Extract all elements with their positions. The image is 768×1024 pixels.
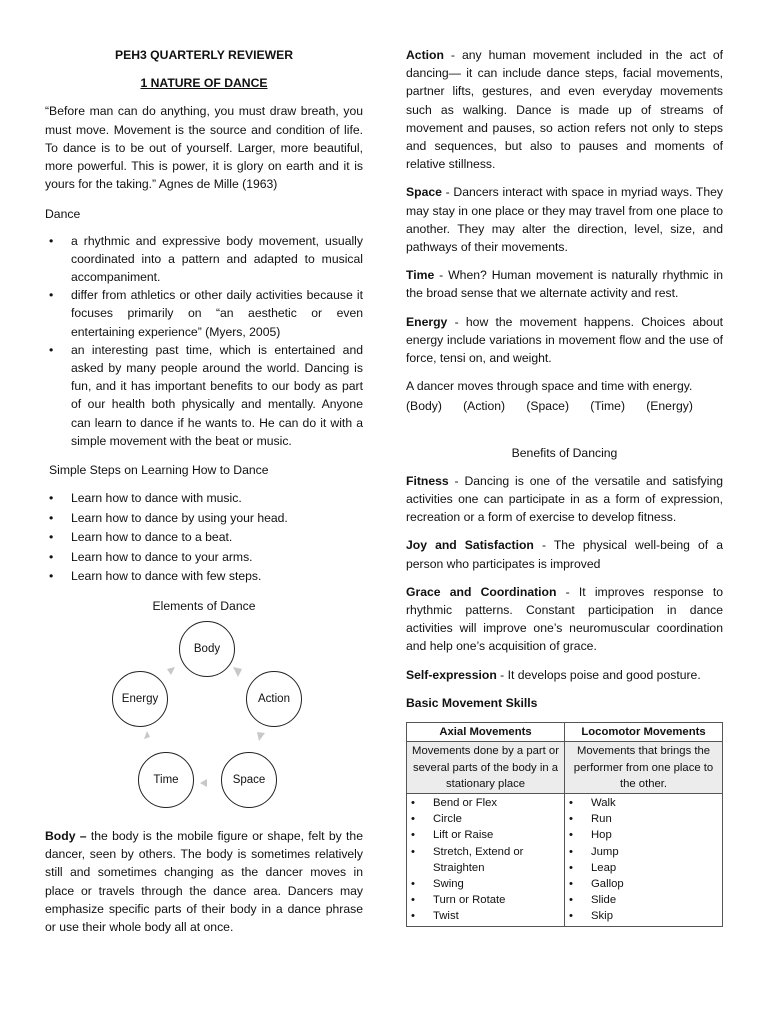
- list-item: • Run: [566, 811, 721, 827]
- axial-description: Movements done by a part or several parts of the body in a stationary place: [407, 742, 565, 794]
- joy-term: Joy and Satisfaction: [406, 538, 534, 553]
- summary-element: (Energy): [646, 399, 693, 414]
- arrow-energy-to-body-icon: [167, 667, 175, 675]
- list-item: • Bend or Flex: [408, 795, 563, 811]
- list-item: • Hop: [566, 827, 721, 843]
- summary-element: (Body): [406, 399, 442, 414]
- space-text: - Dancers interact with space in myriad ways. They may stay in one place or they may travel from one place to another. They may alter the direction, level, size, and pathways of their movements.: [406, 185, 723, 255]
- list-item: • an interesting past time, which is entertained and asked by many people around the world. Dancing is fun, and it has important benefits to our body as part of our health both physically and mentally. Anyone can learn to dance if he wants to. He can do it with a simple movement with the beat or music.: [45, 341, 363, 450]
- axial-list-cell: [407, 793, 565, 926]
- body-definition: [45, 827, 363, 936]
- space-term: Space: [406, 185, 442, 200]
- elements-heading: Elements of Dance: [152, 598, 256, 613]
- energy-text: - how the movement happens. Choices about energy include variations in movement flow and the use of force, tensi on, and weight.: [406, 314, 723, 366]
- summary-element: (Time): [590, 399, 625, 414]
- summary-element: (Action): [463, 399, 506, 414]
- agnes-de-mille-quote: “Before man can do anything, you must draw breath, you must move. Movement is the source and condition of life. To dance is to be out of yourself. Larger, more beautiful, more powerful. This is power, it is glory on earth and it is yours for the taking.” Agnes de Mille (1963): [45, 104, 363, 192]
- summary-elements: [406, 397, 723, 415]
- space-definition: [406, 183, 723, 256]
- table-header-row: [407, 723, 723, 742]
- skills-heading: Basic Movement Skills: [406, 695, 538, 710]
- self-expression-text: - It develops poise and good posture.: [496, 667, 701, 682]
- joy-benefit: [406, 536, 723, 572]
- locomotor-list-cell: [565, 793, 723, 926]
- list-item: • Slide: [566, 892, 721, 908]
- body-term: Body –: [45, 828, 87, 843]
- node-energy: Energy: [112, 671, 168, 727]
- list-item: • Swing: [408, 876, 563, 892]
- arrow-time-to-energy-icon: [144, 731, 150, 739]
- action-definition: [406, 46, 723, 173]
- list-item: • Lift or Raise: [408, 827, 563, 843]
- steps-heading: Simple Steps on Learning How to Dance: [49, 463, 269, 478]
- list-item: • Walk: [566, 795, 721, 811]
- self-expression-term: Self-expression: [406, 667, 497, 682]
- list-item: • Learn how to dance to a beat.: [45, 528, 363, 548]
- dance-heading: Dance: [45, 207, 81, 222]
- fitness-text: - Dancing is one of the versatile and satisfying activities one can participate in as a form of expression, recreation or a form of exercise to develop fitness.: [406, 473, 723, 525]
- grace-benefit: [406, 583, 723, 656]
- time-term: Time: [406, 268, 435, 283]
- elements-cycle-diagram: [45, 621, 363, 821]
- list-item: • a rhythmic and expressive body movement, usually coordinated into a pattern and adapted to musical accompaniment.: [45, 232, 363, 287]
- steps-list: [45, 489, 363, 587]
- time-definition: [406, 266, 723, 302]
- self-expression-benefit: [406, 666, 723, 684]
- node-space: Space: [221, 752, 277, 808]
- action-text: - any human movement included in the act of dancing— it can include dance steps, facial movements, partner lifts, gestures, and even everyday movements such as walking. Dance is made up of streams of movement and pauses, so action refers not only to steps and sequences, but also to pauses and moments of relative stillness.: [406, 48, 723, 172]
- document-title: PEH3 QUARTERLY REVIEWER: [114, 48, 294, 62]
- fitness-term: Fitness: [406, 473, 449, 488]
- locomotor-header: Locomotor Movements: [565, 723, 723, 742]
- joy-text: - The physical well-being of a person who participates is improved: [406, 538, 723, 571]
- body-text: the body is the mobile figure or shape, felt by the dancer, seen by others. The body is sometimes relatively still and sometimes changing as the dancer moves in place or travels through the dance area. Dancers may emphasize specific parts of their body in a dance phrase or use their whole body all at once.: [45, 828, 363, 934]
- list-item: • Learn how to dance by using your head.: [45, 509, 363, 529]
- grace-text: - It improves response to rhythmic patterns. Constant participation in dance activities will improve one’s neuromuscular coordination and help one’s acquisition of grace.: [406, 584, 723, 654]
- arrow-space-to-time-icon: [200, 779, 207, 787]
- node-time: Time: [138, 752, 194, 808]
- axial-header: Axial Movements: [407, 723, 565, 742]
- list-item: • Gallop: [566, 876, 721, 892]
- summary-sentence: A dancer moves through space and time with energy.: [406, 379, 693, 394]
- time-text: - When? Human movement is naturally rhythmic in the broad sense that we alternate activity and rest.: [406, 268, 723, 301]
- energy-definition: [406, 313, 723, 368]
- movement-skills-table: [406, 722, 723, 926]
- arrow-body-to-action-icon: [233, 667, 242, 677]
- locomotor-description: Movements that brings the performer from one place to the other.: [565, 742, 723, 794]
- list-item: • differ from athletics or other daily activities because it focuses primarily on “an aesthetic or even entertaining experience” (Myers, 2005): [45, 286, 363, 341]
- list-item: • Skip: [566, 908, 721, 924]
- list-item: • Turn or Rotate: [408, 892, 563, 908]
- list-item: • Leap: [566, 860, 721, 876]
- node-body: Body: [179, 621, 235, 677]
- benefits-heading: Benefits of Dancing: [511, 445, 618, 460]
- left-column: [45, 40, 363, 936]
- summary-element: (Space): [526, 399, 570, 414]
- right-column: [406, 46, 723, 927]
- grace-term: Grace and Coordination: [406, 584, 557, 599]
- section-title: 1 NATURE OF DANCE: [140, 76, 268, 91]
- table-row: [407, 742, 723, 794]
- list-item: • Learn how to dance with music.: [45, 489, 363, 509]
- list-item: • Stretch, Extend or Straighten: [408, 844, 563, 876]
- table-row: [407, 793, 723, 926]
- arrow-action-to-space-icon: [257, 732, 265, 741]
- energy-term: Energy: [406, 314, 448, 329]
- dance-definition-list: [45, 232, 363, 450]
- action-term: Action: [406, 48, 444, 62]
- list-item: • Learn how to dance with few steps.: [45, 567, 363, 587]
- list-item: • Twist: [408, 908, 563, 924]
- node-action: Action: [246, 671, 302, 727]
- list-item: • Learn how to dance to your arms.: [45, 548, 363, 568]
- fitness-benefit: [406, 472, 723, 527]
- list-item: • Jump: [566, 844, 721, 860]
- list-item: • Circle: [408, 811, 563, 827]
